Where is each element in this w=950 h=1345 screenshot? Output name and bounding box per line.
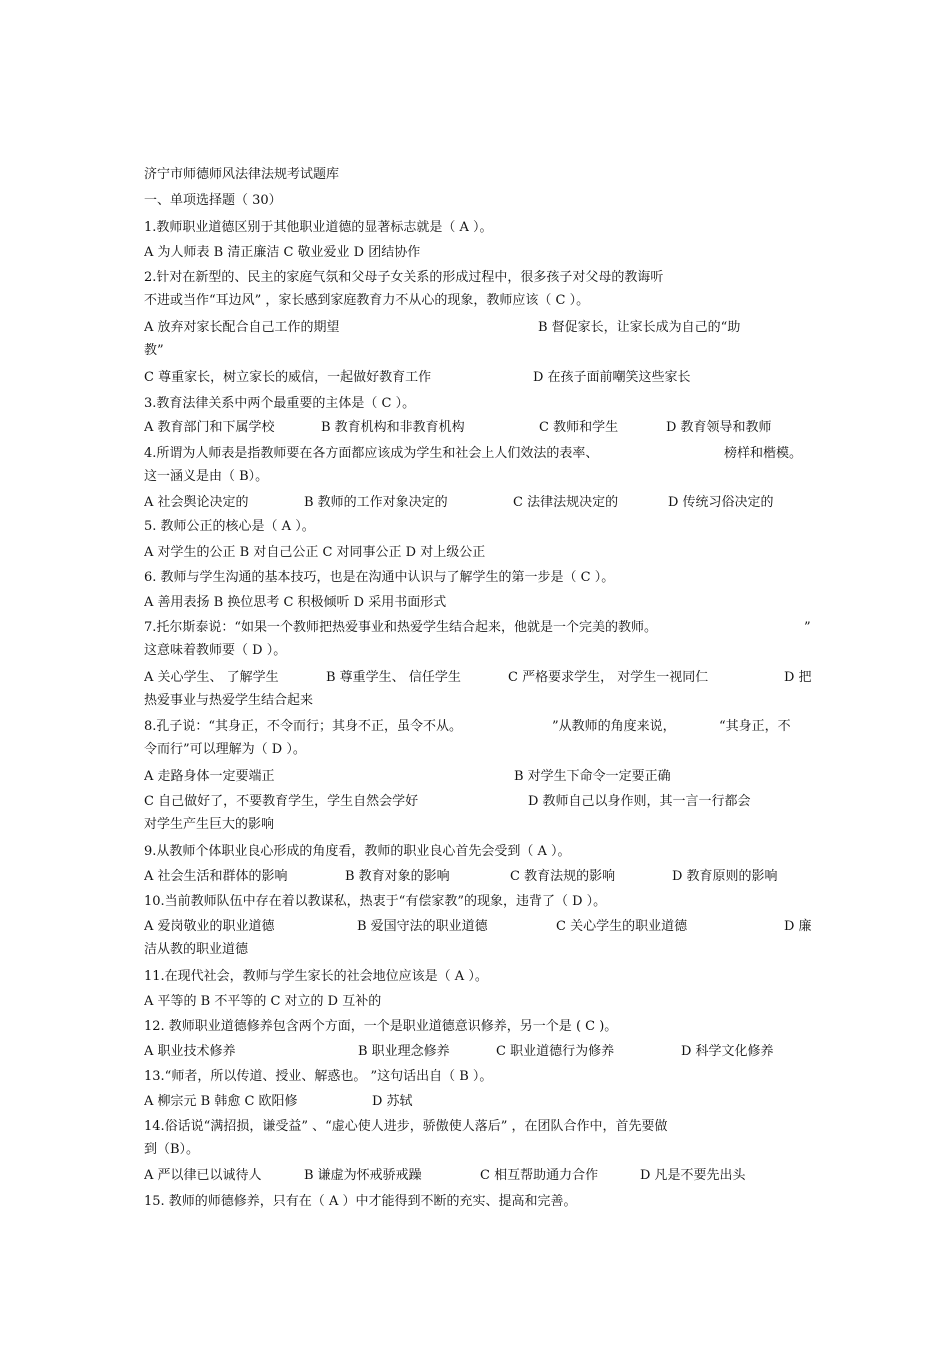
option-c: C 教师和学生: [539, 420, 619, 435]
option-c: C 自己做好了，不要教育学生，学生自然会学好: [144, 794, 419, 809]
option-a: A 走路身体一定要端正: [144, 769, 275, 784]
option-d: D 在孩子面前嘲笑这些家长: [533, 370, 691, 385]
question-4-text: 4.所谓为人师表是指教师要在各方面都应该成为学生和社会上人们效法的表率、: [144, 446, 599, 461]
question-2-options-cd: [144, 368, 824, 388]
question-2-option-b-continued: 教”: [144, 343, 164, 358]
question-1: 1.教师职业道德区别于其他职业道德的显著标志就是（ A ）。: [144, 220, 493, 235]
question-4-line-1: [144, 444, 824, 464]
question-12: 12. 教师职业道德修养包含两个方面，一个是职业道德意识修养，另一个是 ( C )。: [144, 1019, 618, 1034]
question-7-line-1: [144, 618, 824, 638]
question-15: 15. 教师的师德修养，只有在（ A ）中才能得到不断的充实、提高和完善。: [144, 1194, 577, 1209]
option-a: A 放弃对家长配合自己工作的期望: [144, 320, 340, 335]
question-7-text: 7.托尔斯泰说：“如果一个教师把热爱事业和热爱学生结合起来，他就是一个完美的教师。: [144, 620, 658, 635]
option-d: D 科学文化修养: [681, 1044, 774, 1059]
option-a: A 教育部门和下属学校: [144, 420, 275, 435]
option-b: B 职业理念修养: [358, 1044, 450, 1059]
options-abc: A 柳宗元 B 韩愈 C 欧阳修: [144, 1094, 298, 1109]
question-8-options-ab: [144, 767, 824, 787]
question-8-text-mid: ”从教师的角度来说，: [552, 719, 676, 734]
question-7-option-d-continued: 热爱事业与热爱学生结合起来: [144, 693, 314, 708]
option-c: C 法律法规决定的: [513, 495, 619, 510]
question-5: 5. 教师公正的核心是（ A ）。: [144, 519, 315, 534]
question-9-options: [144, 867, 824, 887]
option-b: B 谦虚为怀戒骄戒躁: [304, 1168, 422, 1183]
option-a: A 爱岗敬业的职业道德: [144, 919, 275, 934]
option-a: A 社会生活和群体的影响: [144, 869, 288, 884]
question-6: 6. 教师与学生沟通的基本技巧，也是在沟通中认识与了解学生的第一步是（ C ）。: [144, 570, 615, 585]
question-10-options: [144, 917, 824, 937]
question-5-options: A 对学生的公正 B 对自己公正 C 对同事公正 D 对上级公正: [144, 545, 486, 560]
question-8-text: 8.孔子说：“其身正，不令而行；其身不正，虽令不从。: [144, 719, 463, 734]
question-7-line-2: 这意味着教师要（ D ）。: [144, 643, 287, 658]
question-2-line-1: 2.针对在新型的、民主的家庭气氛和父母子女关系的形成过程中，很多孩子对父母的教诲听: [144, 270, 664, 285]
question-3: 3.教育法律关系中两个最重要的主体是（ C ）。: [144, 396, 416, 411]
question-4-options: [144, 493, 824, 513]
option-b: B 教育机构和非教育机构: [321, 420, 465, 435]
option-d: D 传统习俗决定的: [668, 495, 774, 510]
question-4-text-end: 榜样和楷模。: [724, 446, 803, 461]
question-11: 11.在现代社会，教师与学生家长的社会地位应该是（ A ）。: [144, 969, 488, 984]
question-8-options-cd: [144, 792, 824, 812]
option-d: D 苏轼: [372, 1094, 413, 1109]
option-c: C 教育法规的影响: [510, 869, 616, 884]
option-c: C 尊重家长，树立家长的威信，一起做好教育工作: [144, 370, 432, 385]
question-14-options: [144, 1166, 824, 1186]
question-3-options: [144, 418, 824, 438]
section-heading: 一、单项选择题（ 30）: [144, 193, 282, 208]
option-d: D 教育原则的影响: [672, 869, 778, 884]
option-a: A 职业技术修养: [144, 1044, 236, 1059]
option-b: B 爱国守法的职业道德: [357, 919, 488, 934]
option-d: D 凡是不要先出头: [640, 1168, 746, 1183]
option-b: B 督促家长，让家长成为自己的“助: [538, 320, 741, 335]
question-13: 13.“师者，所以传道、授业、解惑也。 ”这句话出自（ B ）。: [144, 1069, 493, 1084]
question-10: 10.当前教师队伍中存在着以教谋私，热衷于“有偿家教”的现象，违背了（ D ）。: [144, 894, 607, 909]
question-2-line-2: 不进或当作“耳边风” ，家长感到家庭教育力不从心的现象，教师应该（ C ）。: [144, 293, 590, 308]
option-c: C 关心学生的职业道德: [556, 919, 688, 934]
question-8-option-d-continued: 对学生产生巨大的影响: [144, 817, 275, 832]
question-10-option-d-continued: 洁从教的职业道德: [144, 942, 249, 957]
question-8-line-1: [144, 717, 824, 737]
question-14-line-1: 14.俗话说“满招损，谦受益” 、“虚心使人进步，骄傲使人落后” ，在团队合作中，首先要做: [144, 1119, 668, 1134]
option-b: B 教师的工作对象决定的: [304, 495, 448, 510]
option-d: D 教育领导和教师: [666, 420, 772, 435]
option-b: B 对学生下命令一定要正确: [514, 769, 671, 784]
question-8-line-2: 令而行”可以理解为（ D ）。: [144, 742, 306, 757]
question-8-text-end: “其身正，不: [719, 719, 791, 734]
question-6-options: A 善用表扬 B 换位思考 C 积极倾听 D 采用书面形式: [144, 595, 447, 610]
question-14-line-2: 到（B）。: [144, 1142, 200, 1157]
option-b: B 教育对象的影响: [345, 869, 450, 884]
option-c: C 相互帮助通力合作: [480, 1168, 599, 1183]
option-b: B 尊重学生、 信任学生: [326, 670, 461, 685]
document-title: 济宁市师德师风法律法规考试题库: [144, 167, 340, 182]
option-a: A 严以律已以诚待人: [144, 1168, 262, 1183]
option-d: D 廉: [784, 919, 812, 934]
question-2-options-ab: [144, 318, 824, 338]
question-9: 9.从教师个体职业良心形成的角度看，教师的职业良心首先会受到（ A ）。: [144, 844, 571, 859]
question-4-line-2: 这一涵义是由（ B）。: [144, 469, 269, 484]
question-11-options: A 平等的 B 不平等的 C 对立的 D 互补的: [144, 994, 382, 1009]
question-12-options: [144, 1042, 824, 1062]
option-a: A 社会舆论决定的: [144, 495, 249, 510]
question-7-options: [144, 668, 824, 688]
option-c: C 职业道德行为修养: [496, 1044, 615, 1059]
question-13-options: [144, 1092, 824, 1112]
question-1-options: A 为人师表 B 清正廉洁 C 敬业爱业 D 团结协作: [144, 245, 421, 260]
option-c: C 严格要求学生， 对学生一视同仁: [508, 670, 709, 685]
question-7-quote-end: ”: [804, 620, 811, 635]
option-d: D 把: [784, 670, 812, 685]
option-d: D 教师自己以身作则，其一言一行都会: [528, 794, 751, 809]
option-a: A 关心学生、 了解学生: [144, 670, 279, 685]
